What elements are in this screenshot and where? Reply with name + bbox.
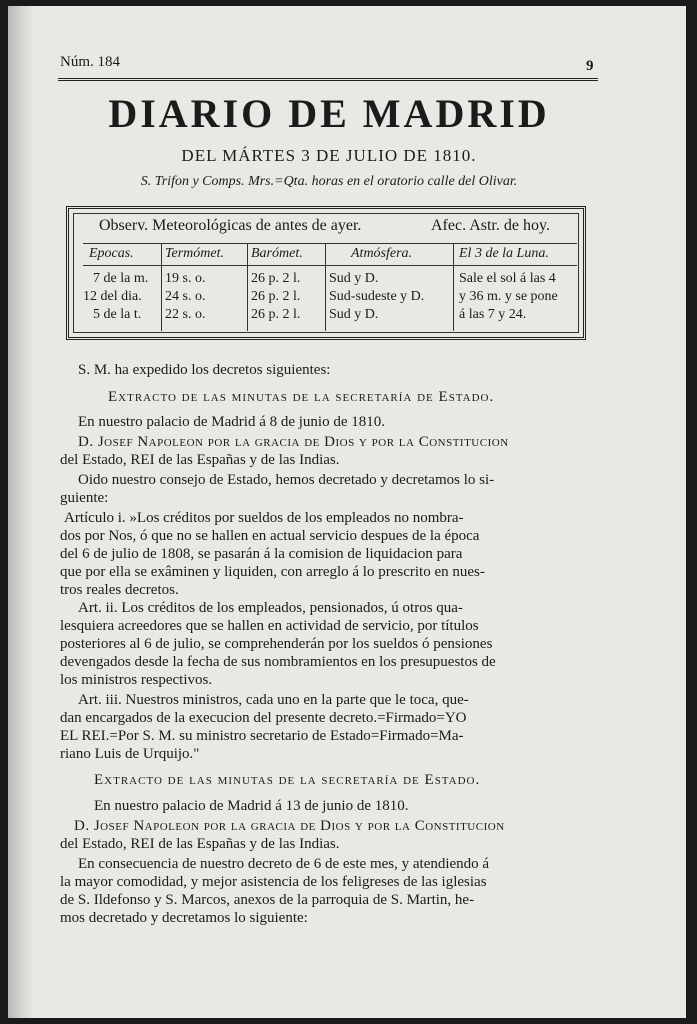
body-line: D. Josef Napoleon por la gracia de Dios y por la Constitucion xyxy=(78,434,509,450)
col-header-luna: El 3 de la Luna. xyxy=(459,246,549,261)
saints-of-day: S. Trifon y Comps. Mrs.=Qta. horas en el oratorio calle del Olivar. xyxy=(140,174,518,189)
body-line: devengados desde la fecha de sus nombramientos en los presupuestos de xyxy=(60,654,496,670)
article-line: Art. iii. Nuestros ministros, cada uno en la parte que le toca, que- xyxy=(78,692,469,708)
col-header-epocas: Epocas. xyxy=(89,246,134,261)
section-heading: Extracto de las minutas de la secretaría de Estado. xyxy=(94,772,481,788)
col-header-barometro: Barómet. xyxy=(251,246,303,261)
cell-baro: 26 p. 2 l. xyxy=(251,271,301,286)
cell-epoca: 5 de la t. xyxy=(93,307,142,322)
cell-atm: Sud y D. xyxy=(329,307,379,322)
dateline: DEL MÁRTES 3 DE JULIO DE 1810. xyxy=(181,146,477,165)
astro-title: Afec. Astr. de hoy. xyxy=(431,217,550,234)
body-line: del Estado, REI de las Españas y de las Indias. xyxy=(60,452,340,468)
section-heading: Extracto de las minutas de la secretaría de Estado. xyxy=(108,389,495,405)
weather-rule-2 xyxy=(83,265,577,266)
body-line: EL REI.=Por S. M. su ministro secretario de Estado=Firmado=Ma- xyxy=(60,728,464,744)
article-line: Artículo i. »Los créditos por sueldos de los empleados no nombra- xyxy=(64,510,464,526)
body-line: de S. Ildefonso y S. Marcos, anexos de la parroquia de S. Martin, he- xyxy=(60,892,475,908)
body-line: los ministros respectivos. xyxy=(60,672,213,688)
issue-number: Núm. 184 xyxy=(60,54,120,70)
body-line: En nuestro palacio de Madrid á 8 de junio de 1810. xyxy=(78,414,386,430)
body-line: tros reales decretos. xyxy=(60,582,179,598)
body-line: del Estado, REI de las Españas y de las Indias. xyxy=(60,836,340,852)
cell-epoca: 12 del dia. xyxy=(83,289,142,304)
col-header-atmosfera: Atmósfera. xyxy=(351,246,413,261)
newspaper-page xyxy=(8,6,686,1018)
cell-term: 22 s. o. xyxy=(165,307,206,322)
weather-col-divider xyxy=(453,243,454,331)
body-line: D. Josef Napoleon por la gracia de Dios y por la Constitucion xyxy=(74,818,505,834)
cell-atm: Sud-sudeste y D. xyxy=(329,289,425,304)
page-number: 9 xyxy=(586,58,594,74)
header-rule xyxy=(58,78,598,81)
body-line: lesquiera acreedores que se hallen en actividad de servicio, por títulos xyxy=(60,618,479,634)
weather-table xyxy=(66,206,586,340)
cell-term: 24 s. o. xyxy=(165,289,206,304)
body-line: la mayor comodidad, y mejor asistencia de los feligreses de las iglesias xyxy=(60,874,487,890)
body-line: del 6 de julio de 1808, se pasarán á la comision de liquidacion para xyxy=(60,546,463,562)
cell-term: 19 s. o. xyxy=(165,271,206,286)
body-line: que por ella se exâminen y liquiden, con arreglo á lo prescrito en nues- xyxy=(60,564,485,580)
article-line: Art. ii. Los créditos de los empleados, pensionados, ú otros qua- xyxy=(78,600,463,616)
body-line: En nuestro palacio de Madrid á 13 de junio de 1810. xyxy=(94,798,409,814)
body-line: riano Luis de Urquijo." xyxy=(60,746,200,762)
cell-luna: y 36 m. y se pone xyxy=(459,289,558,304)
col-header-termometro: Termómet. xyxy=(165,246,224,261)
cell-baro: 26 p. 2 l. xyxy=(251,307,301,322)
body-line: posteriores al 6 de julio, se comprehenderán por los sueldos ó pensiones xyxy=(60,636,493,652)
page-binding-shadow xyxy=(8,6,34,1018)
body-line: En consecuencia de nuestro decreto de 6 de este mes, y atendiendo á xyxy=(78,856,490,872)
intro-line: S. M. ha expedido los decretos siguientes: xyxy=(78,362,331,378)
weather-col-divider xyxy=(161,243,162,331)
body-line: Oido nuestro consejo de Estado, hemos decretado y decretamos lo si- xyxy=(78,472,495,488)
cell-luna: Sale el sol á las 4 xyxy=(459,271,556,286)
cell-luna: á las 7 y 24. xyxy=(459,307,527,322)
cell-atm: Sud y D. xyxy=(329,271,379,286)
weather-title: Observ. Meteorológicas de antes de ayer. xyxy=(99,217,362,234)
body-line: dan encargados de la execucion del presente decreto.=Firmado=YO xyxy=(60,710,467,726)
cell-baro: 26 p. 2 l. xyxy=(251,289,301,304)
masthead-title: DIARIO DE MADRID xyxy=(108,91,550,136)
weather-rule-1 xyxy=(83,243,577,244)
body-line: mos decretado y decretamos lo siguiente: xyxy=(60,910,308,926)
weather-col-divider xyxy=(247,243,248,331)
weather-col-divider xyxy=(325,243,326,331)
cell-epoca: 7 de la m. xyxy=(93,271,149,286)
body-line: guiente: xyxy=(60,490,109,506)
body-line: dos por Nos, ó que no se hallen en actual servicio despues de la época xyxy=(60,528,480,544)
